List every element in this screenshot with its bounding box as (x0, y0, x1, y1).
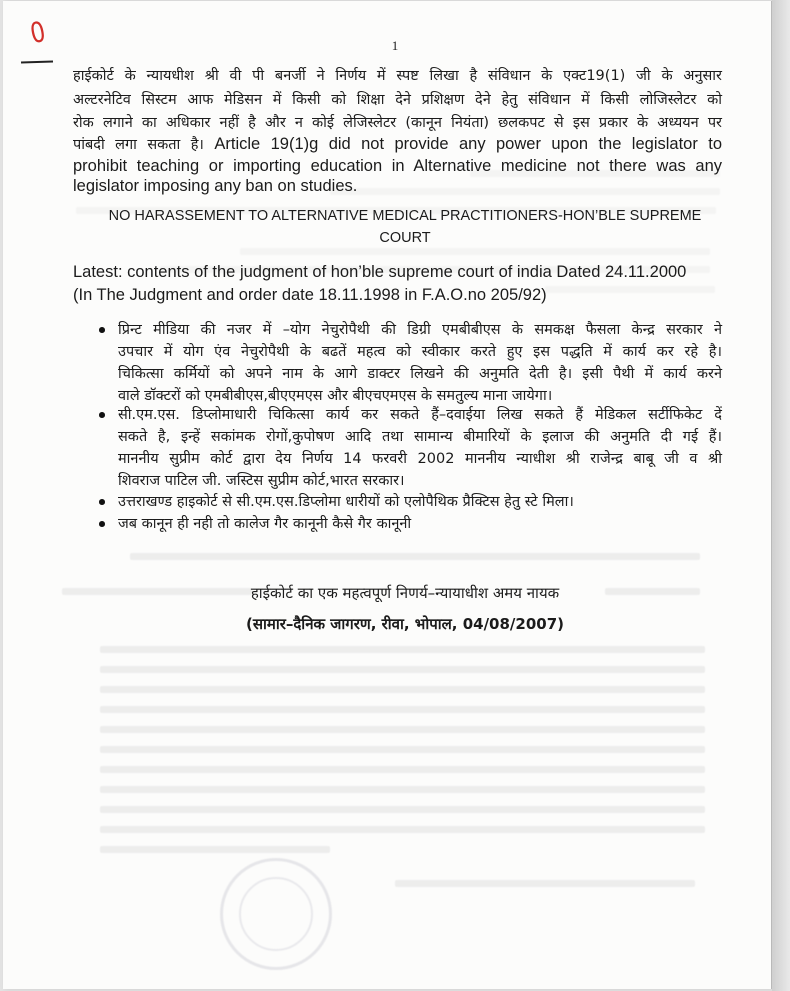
bleed-through-line (100, 826, 705, 833)
bleed-through-line (100, 686, 705, 693)
paragraph-line-mixed (73, 134, 722, 156)
paragraph-line: अल्टरनेटिव सिस्टम आफ मेडिसन में किसी को शिक्षा देने प्रशिक्षण देने हेतु संविधान में किसी लोजिस्लेटर को (73, 92, 722, 108)
bullet-icon (99, 499, 105, 505)
faint-stamp-inner-ring (239, 877, 313, 951)
faint-stamp-seal (220, 858, 332, 970)
bleed-through-line (100, 666, 705, 673)
news-note-title (88, 582, 722, 604)
news-note-source (88, 613, 722, 635)
paragraph-line-english-part: Article 19(1)g did not provide any power upon the legislator to (214, 135, 722, 153)
bullet-icon (99, 327, 105, 333)
bleed-through-line (100, 746, 705, 753)
bullet-item (118, 491, 722, 513)
latest-line: Latest: contents of the judgment of hon’ble supreme court of india Dated 24.11.2000 (73, 263, 687, 281)
bullet-line: माननीय सुप्रीम कोर्ट द्वारा देय निर्णय 14 फरवरी 2002 माननीय न्याधीश श्री राजेन्द्र बाबू जी व श्री (118, 451, 722, 467)
paragraph-line: prohibit teaching or importing education in Alternative medicine not there was any (73, 157, 722, 175)
latest-line: (In The Judgment and order date 18.11.1998 in F.A.O.no 205/92) (73, 286, 547, 304)
bleed-through-line (100, 706, 705, 713)
bleed-through-line (130, 553, 700, 560)
bullet-line: सकते है, इन्हें सकांमक रोगों,कुपोषण आदि तथा सामान्य बीमारियों के इलाज की अनुमति दी गई हैं। (118, 429, 722, 445)
bleed-through-line (100, 646, 705, 653)
bullet-item (118, 404, 722, 492)
bullet-icon (99, 521, 105, 527)
bleed-through-line (395, 880, 695, 887)
paragraph-line: legislator imposing any ban on studies. (73, 177, 358, 195)
section-heading (88, 205, 722, 249)
bullet-line: जब कानून ही नही तो कालेज गैर कानूनी कैसे गैर कानूनी (118, 516, 412, 532)
bullet-icon (99, 412, 105, 418)
bullet-item (118, 319, 722, 407)
bleed-through-line (100, 806, 705, 813)
news-title-line: हाईकोर्ट का एक महत्वपूर्ण निणर्य–न्यायाधीश अमय नायक (250, 584, 560, 602)
heading-line: NO HARASSEMENT TO ALTERNATIVE MEDICAL PRACTITIONERS-HON’BLE SUPREME (108, 208, 702, 224)
page-number: 1 (391, 38, 399, 53)
news-source-line: (सामार–दैनिक जागरण, रीवा, भोपाल, 04/08/2007) (245, 615, 565, 633)
bullet-line: शिवराज पाटिल जी. जस्टिस सुप्रीम कोर्ट,भारत सरकार। (118, 473, 405, 489)
heading-line: COURT (379, 230, 431, 246)
bullet-line: उत्तराखण्ड हाइकोर्ट से सी.एम.एस.डिप्लोमा धारीयों को एलोपैथिक प्रैक्टिस हेतु स्टे मिला। (118, 494, 574, 510)
bullet-line: सी.एम.एस. डिप्लोमाधारी चिकित्सा कार्य कर सकते हैं–दवाईया लिख सकते हैं मेडिकल सर्टीफिकेट दें (118, 407, 722, 423)
bullet-line: प्रिन्ट मीडिया की नजर में –योग नेचुरोपैथी की डिग्री एमबीबीएस के समकक्ष फैसला केन्द्र सरकार ने (118, 322, 722, 338)
intro-paragraph (73, 65, 722, 196)
paragraph-line: हाईकोर्ट के न्यायधीश श्री वी पी बनर्जी ने निर्णय में स्पष्ट लिखा है संविधान के एक्ट19(1) जी के अनुसार (73, 68, 722, 84)
bullet-item (118, 513, 722, 535)
bleed-through-line (240, 248, 710, 255)
handwritten-margin-mark: 0 (27, 14, 49, 51)
bleed-through-line (100, 766, 705, 773)
bleed-through-line (100, 726, 705, 733)
bleed-through-line (100, 846, 330, 853)
bleed-through-line (100, 786, 705, 793)
bullet-line: वाले डॉक्टरों को एमबीबीएस,बीएएमएस और बीएचएमएस के समतुल्य माना जायेगा। (118, 388, 553, 404)
bullet-line: उपचार में योग एंव नेचुरोपैथी के बढतें महत्व को स्वीकार करते हुए इस पद्धति में कार्य कर रहे है। (118, 344, 722, 360)
bullet-line: चिकित्सा कर्मियों को अपने नाम के आगे डाक्टर लिखने की अनुमति देती है। इसी पैथी में कार्य करने (118, 366, 722, 382)
paragraph-line: रोक लगाने का अधिकार नहीं है और न कोई लेजिस्लेटर (कानून नियंता) छलकपट से इस प्रकार के अध्ययन पर (73, 115, 722, 131)
latest-judgment-reference (73, 261, 722, 307)
scan-edge-shadow (772, 0, 790, 991)
paragraph-line-hindi-part: पांबदी लगा सकता है। (73, 137, 204, 153)
